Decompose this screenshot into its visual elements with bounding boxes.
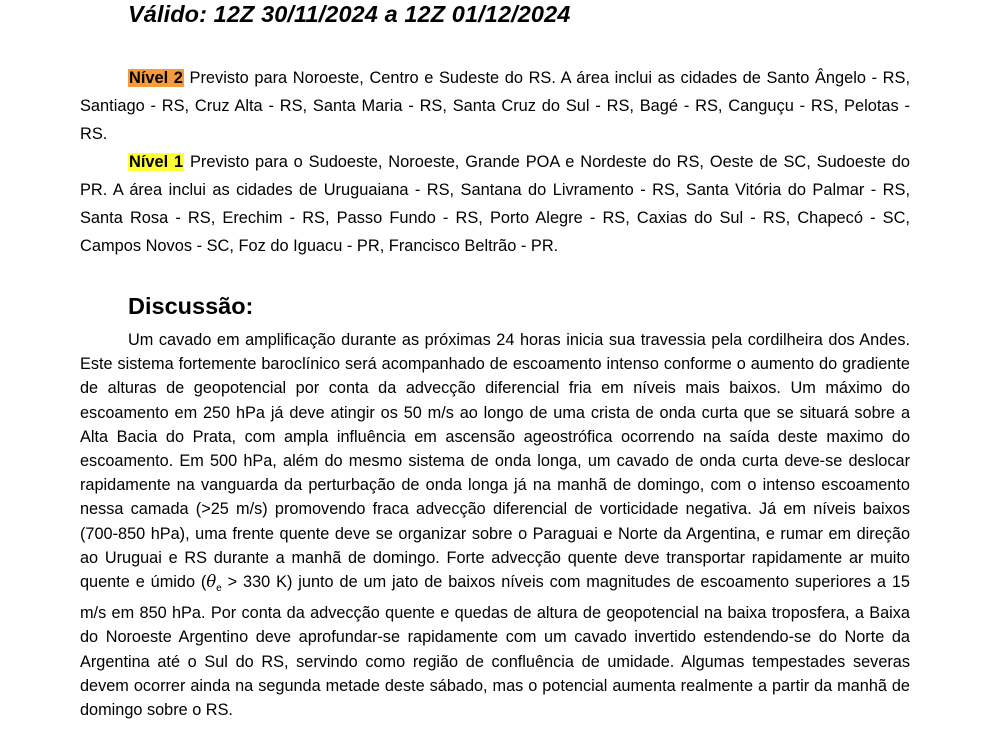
- theta-e-subscript: e: [216, 583, 222, 595]
- theta-e-symbol: θ: [206, 572, 217, 592]
- level-1-description: Previsto para o Sudoeste, Noroeste, Grande POA e Nordeste do RS, Oeste de SC, Sudoeste do PR. A área inclui as cidades de Uruguaiana - RS, Santana do Livramento - RS, Santa Vitória do Palmar - RS, Santa Rosa - RS, Erechim - RS, Passo Fundo - RS, Porto Alegre - RS, Caxias do Sul - RS, Chapecó - SC, Campos Novos - SC, Foz do Iguacu - PR, Francisco Beltrão - PR.: [80, 153, 910, 255]
- validity-period: Válido: 12Z 30/11/2024 a 12Z 01/12/2024: [128, 1, 571, 27]
- discussion-text-part-1: Um cavado em amplificação durante as próximas 24 horas inicia sua travessia pela cordilheira dos Andes. Este sistema fortemente baroclínico será acompanhado de escoamento intenso conforme o aumento do gradiente de alturas de geopotencial por conta da advecção diferencial fria em níveis mais baixos. Um máximo do escoamento em 250 hPa já deve atingir os 50 m/s ao longo de uma crista de onda curta que se situará sobre a Alta Bacia do Prata, com ampla influência em ascensão ageostrófica ocorrendo na saída deste maximo do escoamento. Em 500 hPa, além do mesmo sistema de onda longa, um cavado de onda curta deve-se deslocar rapidamente na vanguarda da perturbação de onda longa já na manhã de domingo, com o intenso escoamento nessa camada (>25 m/s) promovendo fraca advecção diferencial de vorticidade negativa. Já em níveis baixos (700-850 hPa), uma frente quente deve se organizar sobre o Paraguai e Norte da Argentina, e rumar em direção ao Uruguai e RS durante a manhã de domingo. Forte advecção quente deve transportar rapidamente ar muito quente e úmido (: [80, 331, 910, 592]
- discussion-paragraph: [80, 328, 910, 722]
- level-1-paragraph: [80, 148, 910, 260]
- level-2-badge: Nível 2: [129, 69, 183, 87]
- level-2-paragraph: [80, 64, 910, 148]
- discussion-heading: Discussão:: [128, 293, 254, 319]
- level-1-badge: Nível 1: [129, 153, 184, 171]
- discussion-text-part-2: > 330 K) junto de um jato de baixos níveis com magnitudes de escoamento superiores a 15 m/s em 850 hPa. Por conta da advecção quente e quedas de altura de geopotencial na baixa troposfera, a Baixa do Noroeste Argentino deve aprofundar-se rapidamente com um cavado invertido estendendo-se do Norte da Argentina até o Sul do RS, servindo como região de confluência de umidade. Algumas tempestades severas devem ocorrer ainda na segunda metade deste sábado, mas o potencial aumenta realmente a partir da manhã de domingo sobre o RS.: [80, 573, 910, 720]
- level-2-description: Previsto para Noroeste, Centro e Sudeste do RS. A área inclui as cidades de Santo Ângelo - RS, Santiago - RS, Cruz Alta - RS, Santa Maria - RS, Santa Cruz do Sul - RS, Bagé - RS, Canguçu - RS, Pelotas - RS.: [80, 69, 910, 143]
